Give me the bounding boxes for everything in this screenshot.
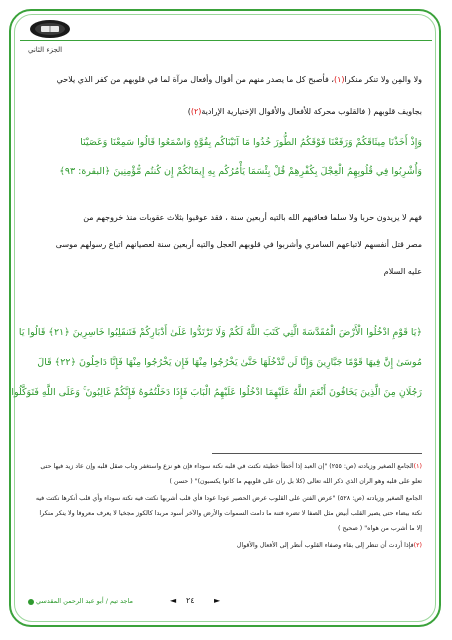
author-name: ماجد تيم / أبو عبد الرحمن المقدسي — [36, 597, 134, 605]
quran-verse-1-line-a: وَإِذْ أَخَذْنَا مِيثَاقَكُمْ وَرَفَعْنَا فَوْقَكُمُ الطُّورَ خُذُوا مَا آتَيْنَاكُم بِقُوَّةٍ وَاسْمَعُوا قَالُوا سَمِعْنَا وَعَصَيْنَا — [80, 137, 422, 148]
page-footer — [0, 596, 452, 610]
footnotes — [30, 462, 422, 550]
page-number: ٢٤ — [186, 596, 195, 605]
footnote-1-line-c: الجامع الصغير وزيادته (ص: ٥٢٨) "عرض الفتن على القلوب عرض الحصير عودا عودا فأي قلب أشربها نكتت فيه نكتة سوداء وأي قلب أنكرها نكتت فيه — [35, 495, 422, 502]
footnote-ref-2[interactable]: (٢) — [190, 107, 202, 116]
quran-verse-1 — [30, 136, 422, 179]
prev-page-arrow-icon[interactable]: ◄ — [170, 596, 177, 605]
paragraph-line-a: فهم لا يريدون حربا ولا سلما فعاقبهم الله بالتيه أربعين سنة ، فقد عوقبوا بثلاث عقوبات منذ خروجهم من — [83, 213, 422, 222]
body-text — [30, 74, 422, 86]
body-line-2: بجاويف قلوبهم ( فالقلوب محركة للأفعال والأقوال الإختيارية الإرادية(٢)) — [187, 107, 422, 116]
author-icon — [28, 599, 34, 605]
footnote-1-line-e: إلا ما أشرب من هواه" ( صحيح ) — [337, 525, 422, 532]
footnote-1-line-d: نكتة بيضاء حتى يصير القلب أبيض مثل الصفا لا تضره فتنة ما دامت السموات والأرض والآخر أسود مربدا كالكوز مجخيا لا يعرف معروفا ولا ينكر منكرا — [39, 510, 422, 517]
quran-verse-2 — [11, 326, 422, 400]
header-rule — [20, 40, 432, 41]
footnote-2: (٢)فإذا أردت أن تنظر إلى بقاء وصفاء القلوب أنظر إلى الأفعال والأقوال — [236, 542, 422, 549]
quran-verse-1-line-b: وَأُشْرِبُوا فِي قُلُوبِهِمُ الْعِجْلَ بِكُفْرِهِمْ قُلْ بِئْسَمَا يَأْمُرُكُم بِهِ إِيمَانُكُمْ إِن كُنتُم مُّؤْمِنِينَ ﴿البقرة: ٩٣﴾ — [59, 166, 422, 177]
footnote-ref-1[interactable]: (١) — [333, 75, 345, 84]
quran-verse-2-line-c: رَجُلَانِ مِنَ الَّذِينَ يَخَافُونَ أَنْعَمَ اللَّهُ عَلَيْهِمَا ادْخُلُوا عَلَيْهِمُ الْبَابَ فَإِذَا دَخَلْتُمُوهُ فَإِنَّكُمْ غَالِبُونَ ۚ وَعَلَى اللَّهِ فَتَوَكَّلُوا — [11, 387, 422, 398]
body-paragraph — [30, 212, 422, 278]
part-label: الجزء الثاني — [28, 46, 63, 54]
paragraph-line-b: مصر قتل أنفسهم لاتباعهم السامري وأشربوا في قلوبهم العجل والتيه أربعين سنة لعصيانهم اتباع رسولهم موسى — [55, 240, 422, 249]
body-line-1: ولا والمِن ولا تنكر منكرا(١)، فأصبح كل ما يصدر منهم من أقوال وأفعال مرآة لما في قلوبهم من كفر الذي يلاحي — [56, 75, 422, 84]
book-logo-icon — [28, 18, 72, 40]
footnote-separator — [212, 453, 422, 454]
footnote-1-line-b: تعلو على قلبه وهو الران الذي ذكر الله تعالى (كلا بل ران على قلوبهم ما كانوا يكسبون)" ( حسن ) — [169, 478, 422, 485]
quran-verse-2-line-b: مُوسَىٰ إِنَّ فِيهَا قَوْمًا جَبَّارِينَ وَإِنَّا لَن نَّدْخُلَهَا حَتَّىٰ يَخْرُجُوا مِنْهَا فَإِن يَخْرُجُوا مِنْهَا فَإِنَّا دَاخِلُونَ ﴿٢٢﴾ قَالَ — [37, 357, 422, 368]
footnote-1-line-a: (١)الجامع الصغير وزيادته (ص: ٢٥٥) "إن العبد إذا أخطأ خطيئة نكتت في قلبه نكتة سوداء فإن هو نزع واستغفر وتاب صقل قلبه وإن عاد زيد فيها حتى — [40, 463, 422, 470]
quran-verse-2-line-a: ﴿يَا قَوْمِ ادْخُلُوا الْأَرْضَ الْمُقَدَّسَةَ الَّتِي كَتَبَ اللَّهُ لَكُمْ وَلَا تَرْتَدُّوا عَلَىٰ أَدْبَارِكُمْ فَتَنقَلِبُوا خَاسِرِينَ ﴿٢١﴾ قَالُوا يَا — [18, 327, 422, 338]
next-page-arrow-icon[interactable]: ► — [214, 596, 221, 605]
paragraph-line-c: عليه السلام — [383, 267, 422, 276]
body-line-2-block — [30, 106, 422, 118]
